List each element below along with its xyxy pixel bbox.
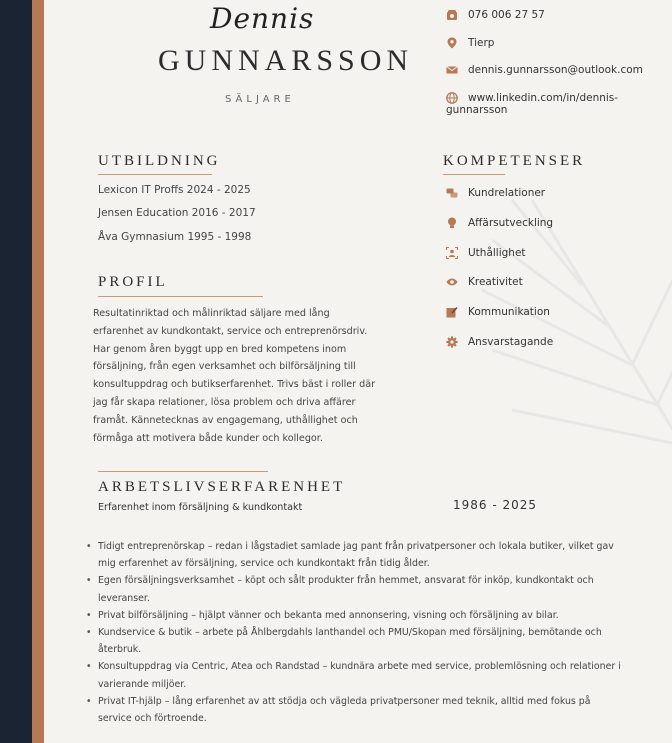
list-item: • Kundservice & butik – arbete på Åhlbergdahls lanthandel och PMU/Skopan med försäljning, bemötande och återbruk. [86,624,626,658]
education-heading: UTBILDNING [98,153,221,169]
dark-edge-strip [0,0,32,743]
lightbulb-icon [446,217,458,229]
skill-item [446,187,545,199]
skills-heading: KOMPETENSER [443,153,586,169]
first-name-signature: Dennis [210,2,315,35]
profile-divider [98,296,263,297]
experience-list [86,538,626,727]
skill-item [446,306,550,318]
contact-location [446,37,494,49]
education-divider [98,174,212,175]
person-frame-icon [446,247,458,259]
education-item: Lexicon IT Proffs 2024 - 2025 [98,184,251,196]
job-title: SÄLJARE [225,94,295,105]
skill-item [446,276,523,288]
list-item: • Konsultuppdrag via Centric, Atea och Randstad – kundnära arbete med service, problemlösning och relationer i varierande miljöer. [86,658,626,692]
last-name-heading: GUNNARSSON [158,44,414,77]
experience-heading: ARBETSLIVSERFARENHET [98,479,346,495]
experience-divider [98,471,268,472]
gear-icon [446,336,458,348]
skill-label: Kommunikation [468,306,550,318]
location-text: Tierp [468,37,495,49]
contact-phone [446,9,545,21]
profile-text: Resultatinriktad och målinriktad säljare med lång erfarenhet av kundkontakt, service och entreprenörsdriv. Har genom åren byggt upp en bred kompetens inom försäljning, från egen verksamhet och bilförsäljning till konsultuppdrag och butikserfarenhet. Trivs bäst i roller där jag får skapa relationer, lösa problem och driva affärer framåt. Kännetecknas av engagemang, uthållighet och förmåga att motivera både kunder och kollegor. [93,308,376,444]
skills-divider [443,174,505,175]
palm-leaf-watermark [472,180,672,520]
edit-note-icon [446,306,458,318]
skill-item [446,217,553,229]
profile-heading: PROFIL [98,274,168,290]
accent-edge-strip [32,0,44,743]
education-item: Jensen Education 2016 - 2017 [98,207,256,219]
skill-label: Uthållighet [468,247,526,259]
skill-label: Affärsutveckling [468,217,554,229]
phone-icon [446,9,458,21]
skill-item [446,247,526,259]
globe-icon [446,92,458,104]
contact-email[interactable] [446,64,643,76]
education-item: Åva Gymnasium 1995 - 1998 [98,231,252,243]
skill-label: Kundrelationer [468,187,546,199]
list-item: • Egen försäljningsverksamhet – köpt och sålt produkter från hemmet, ansvarat för inköp, kundkontakt och leveranser. [86,572,626,606]
envelope-icon [446,64,458,76]
skill-item [446,336,553,348]
list-item: • Privat IT-hjälp – lång erfarenhet av att stödja och vägleda privatpersoner med teknik, alltid med fokus på service och förtroende. [86,693,626,727]
email-link[interactable]: dennis.gunnarsson@outlook.com [468,64,643,76]
website-link[interactable]: www.linkedin.com/in/dennis-gunnarsson [446,92,619,116]
experience-subtitle: Erfarenhet inom försäljning & kundkontakt [98,502,303,513]
skill-label: Kreativitet [468,276,523,288]
contact-website[interactable] [446,92,672,116]
experience-years: 1986 - 2025 [453,498,538,512]
list-item: • Privat bilförsäljning – hjälpt vänner och bekanta med annonsering, visning och försäljning av bilar. [86,607,626,624]
eye-icon [446,276,458,288]
skill-label: Ansvarstagande [468,336,554,348]
location-pin-icon [446,37,458,49]
handshake-icon [446,187,458,199]
list-item: • Tidigt entreprenörskap – redan i lågstadiet samlade jag pant från privatpersoner och lokala butiker, vilket gav mig erfarenhet av försäljning, service och kundkontakt från tidig ålder. [86,538,626,572]
phone-text: 076 006 27 57 [468,9,545,21]
